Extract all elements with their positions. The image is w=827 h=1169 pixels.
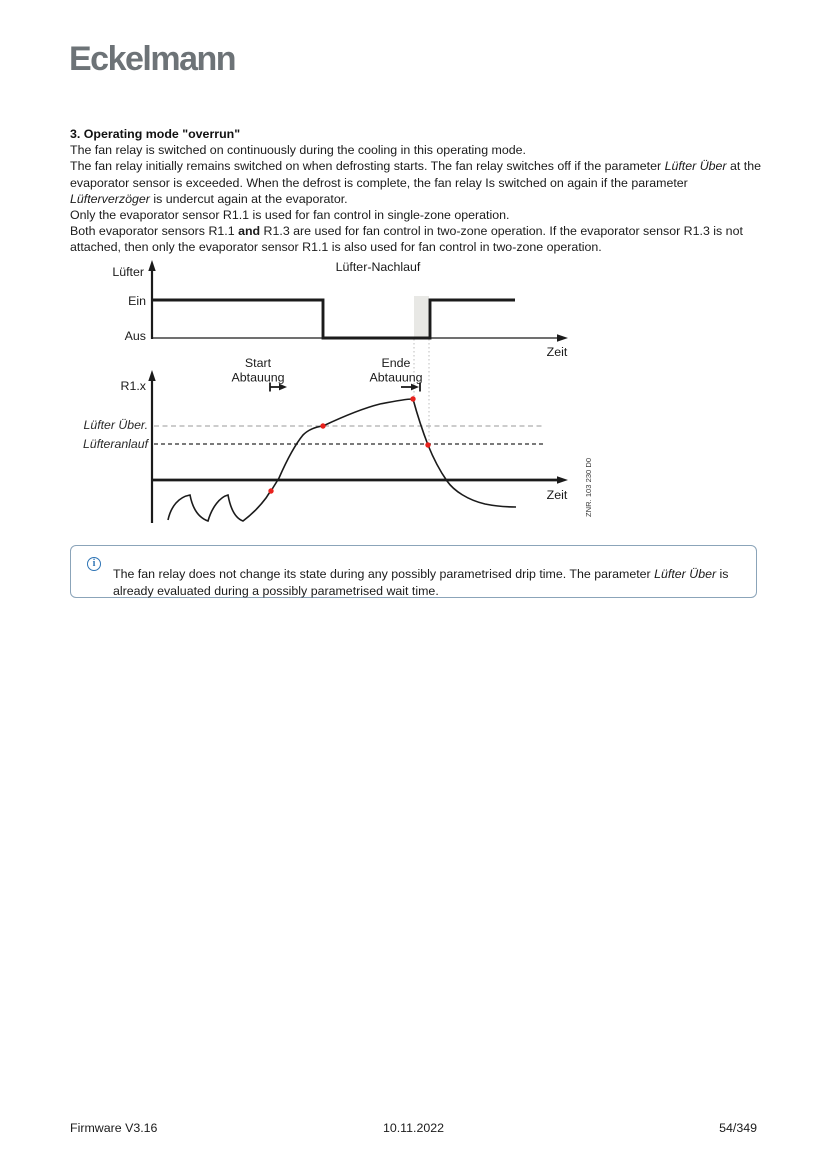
fan-off-label: Aus (124, 329, 146, 343)
end-defrost-label-2: Abtauung (369, 370, 423, 385)
fan-overrun-diagram-svg (70, 255, 610, 533)
fan-state-waveform (153, 300, 515, 338)
paragraph-4: Both evaporator sensors R1.1 and R1.3 are used for fan control in two-zone operation. If the evaporator sensor R1.3 is not attached, then only the evaporator sensor R1.1 is also used for fan control in two-zone operation. (70, 224, 743, 255)
footer-page-number: 54/349 (719, 1121, 757, 1135)
sensor-time-label: Zeit (546, 488, 568, 502)
param-luefter-ueber-note: Lüfter Über (654, 567, 717, 582)
eckelmann-logo: Eckelmann (69, 40, 236, 78)
sensor-x-axis-arrow (557, 476, 568, 483)
paragraph-1: The fan relay is switched on continuously during the cooling in this operating mode. (70, 143, 526, 158)
temperature-curve (168, 399, 516, 521)
threshold-upper-label: Lüfter Über. (83, 418, 148, 432)
fan-on-label: Ein (128, 294, 146, 308)
fan-overrun-diagram (70, 255, 610, 533)
fan-y-axis-arrow (148, 260, 155, 271)
page-footer (70, 1121, 757, 1137)
footer-firmware-version: Firmware V3.16 (70, 1121, 158, 1135)
marker-fan-restart-threshold (425, 442, 430, 447)
marker-defrost-end-peak (410, 396, 415, 401)
paragraph-3: Only the evaporator sensor R1.1 is used for fan control in single-zone operation. (70, 208, 510, 223)
info-icon: i (87, 557, 101, 571)
paragraph-2: The fan relay initially remains switched on when defrosting starts. The fan relay switches off if the parameter Lüfter Über at the evaporator sensor is exceeded. When the defrost is complete, the fan relay Is switched on again if the parameter Lüfterverzöger is undercut again at the evaporator. (70, 159, 762, 206)
footer-date: 10.11.2022 (382, 1121, 445, 1135)
fan-x-axis-arrow (557, 334, 568, 341)
param-luefterverzoeger: Lüfterverzöger (70, 191, 150, 206)
delay-band (414, 296, 429, 338)
fan-axis-label: Lüfter (112, 265, 144, 279)
param-luefter-ueber: Lüfter Über (664, 159, 727, 174)
fan-time-label: Zeit (546, 345, 568, 359)
drawing-number: ZNR. 103 230 D0 (584, 457, 593, 517)
section-body (70, 126, 764, 256)
start-defrost-label-2: Abtauung (231, 370, 285, 385)
diagram-title: Lüfter-Nachlauf (335, 260, 421, 274)
sensor-y-axis-arrow (148, 370, 155, 381)
info-note (70, 545, 757, 598)
info-note-text: The fan relay does not change its state during any possibly parametrised drip time. The parameter Lüfter Über is already evaluated during a possibly parametrised wait time. (113, 567, 729, 598)
threshold-lower-label: Lüfteranlauf (83, 437, 148, 451)
section-title: 3. Operating mode "overrun" (70, 127, 241, 141)
marker-fan-off-threshold (320, 423, 325, 428)
sensor-axis-label: R1.x (120, 379, 146, 393)
end-defrost-label-1: Ende (381, 356, 411, 370)
marker-start-rise (268, 488, 273, 493)
start-defrost-label-1: Start (244, 356, 272, 370)
